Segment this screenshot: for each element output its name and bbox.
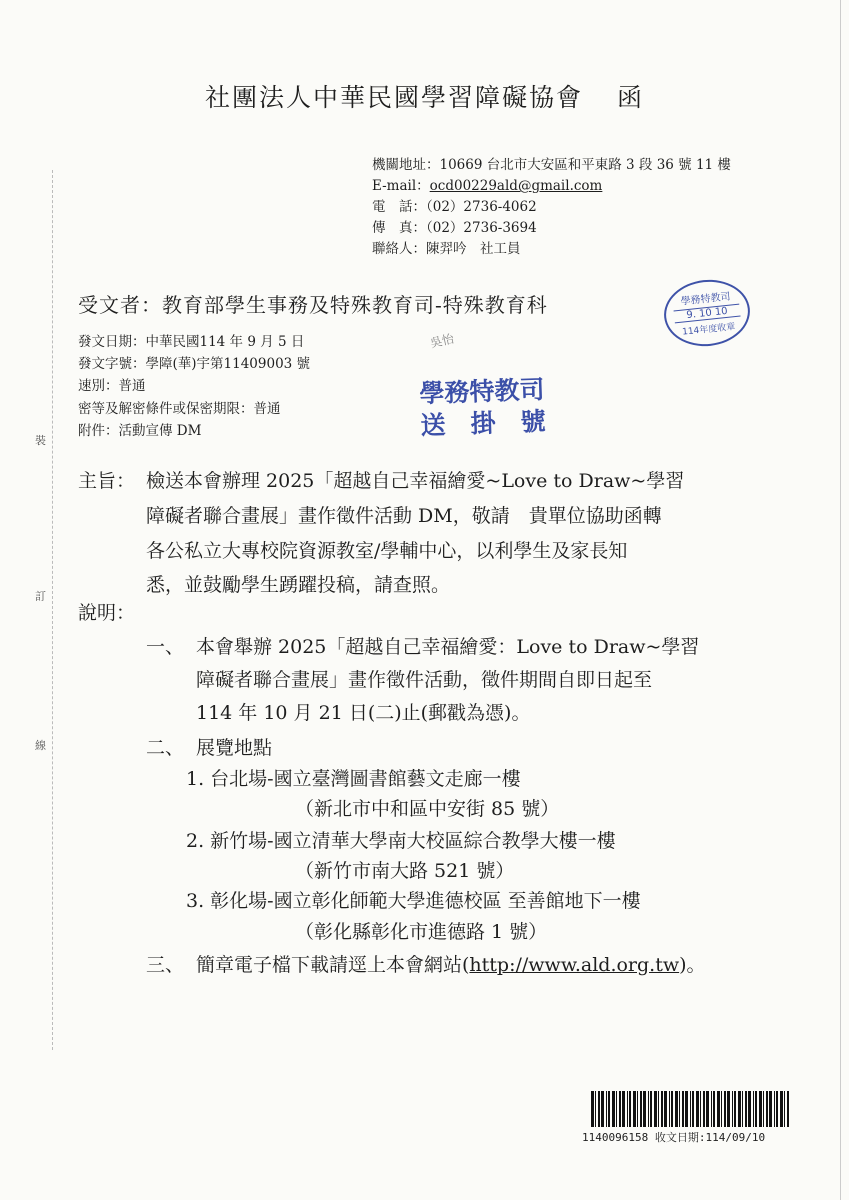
item-number: 一、	[146, 636, 185, 658]
barcode-bar	[622, 1091, 625, 1127]
received-stamp-note: 114年度收章	[681, 322, 736, 338]
handwritten-initials: 吳怡	[428, 331, 456, 351]
barcode-bar	[595, 1091, 596, 1127]
barcode-bar	[732, 1091, 733, 1127]
email-label: E-mail：	[372, 178, 430, 194]
email-link[interactable]: ocd00229ald@gmail.com	[429, 178, 603, 194]
subject-label: 主旨：	[78, 470, 136, 492]
barcode-bar	[748, 1091, 751, 1127]
barcode-bar	[738, 1091, 741, 1127]
item-number: 二、	[146, 737, 185, 759]
barcode-bar	[591, 1091, 594, 1127]
barcode-bar	[612, 1091, 615, 1127]
barcode-bar	[658, 1091, 659, 1127]
barcode-bar	[650, 1091, 652, 1127]
barcode-bar	[669, 1091, 670, 1127]
binding-line	[52, 170, 53, 1050]
barcode-bar	[724, 1091, 726, 1127]
barcode-bar	[601, 1091, 604, 1127]
barcode-bar	[706, 1091, 709, 1127]
item1-line: 114 年 10 月 21 日(二)止(郵戳為憑)。	[196, 702, 531, 724]
barcode-bar	[780, 1091, 783, 1127]
barcode-bar	[745, 1091, 747, 1127]
venue-name: 3. 彰化場-國立彰化師範大學進德校區 至善館地下一樓	[186, 890, 641, 912]
issue-date: 發文日期：中華民國114 年 9 月 5 日	[78, 334, 305, 350]
barcode-bar	[759, 1091, 762, 1127]
item3-text	[196, 950, 706, 977]
barcode-bar	[640, 1091, 642, 1127]
barcode-bar	[633, 1091, 636, 1127]
barcode-bar	[703, 1091, 705, 1127]
barcode-bar	[700, 1091, 701, 1127]
barcode-bar	[717, 1091, 720, 1127]
dispatch-stamp	[419, 374, 546, 442]
barcode-bar	[755, 1091, 757, 1127]
barcode-bar	[664, 1091, 667, 1127]
contact-phone: 電 話：（02）2736-4062	[372, 199, 537, 215]
barcode-bar	[727, 1091, 730, 1127]
barcode-bar	[637, 1091, 638, 1127]
recipient: 受文者：教育部學生事務及特殊教育司-特殊教育科	[78, 293, 548, 317]
barcode-bar	[784, 1091, 785, 1127]
barcode-bar	[643, 1091, 646, 1127]
subject-line: 障礙者聯合畫展」畫作徵件活動 DM，敬請 貴單位協助函轉	[146, 505, 662, 527]
issue-number: 發文字號：學障(華)宇第11409003 號	[78, 356, 311, 372]
secrecy-level: 密等及解密條件或保密期限：普通	[78, 401, 281, 417]
barcode-bar	[769, 1091, 772, 1127]
venue-name: 1. 台北場-國立臺灣圖書館藝文走廊一樓	[186, 768, 521, 790]
venue-address: （彰化縣彰化市進德路 1 號）	[295, 921, 548, 943]
binding-mark-zhuang: 裝	[35, 434, 46, 447]
barcode-bar	[742, 1091, 743, 1127]
barcode-bar	[763, 1091, 764, 1127]
barcode-bar	[608, 1091, 610, 1127]
barcode-bar	[734, 1091, 736, 1127]
barcode-bar	[606, 1091, 607, 1127]
received-stamp-date: 9. 10 10	[674, 304, 741, 324]
subject-line: 各公私立大專校院資源教室/學輔中心，以利學生及家長知	[146, 540, 628, 562]
contact-fax: 傳 真：（02）2736-3694	[372, 220, 537, 236]
barcode-bar	[713, 1091, 715, 1127]
barcode-bar	[685, 1091, 688, 1127]
item1-line: 本會舉辦 2025「超越自己幸福繪愛：Love to Draw~學習	[196, 636, 700, 658]
binding-mark-ding: 訂	[35, 590, 46, 603]
document-title	[0, 78, 849, 114]
speed-class: 速別：普通	[78, 378, 146, 394]
dispatch-stamp-line2: 送 掛 號	[420, 406, 547, 441]
barcode-bar	[692, 1091, 694, 1127]
barcode-bar	[619, 1091, 621, 1127]
barcode-bar	[629, 1091, 631, 1127]
scan-edge	[840, 0, 841, 1200]
barcode-bar	[654, 1091, 657, 1127]
doc-type: 函	[617, 83, 645, 112]
org-name: 社團法人中華民國學習障礙協會	[204, 83, 583, 112]
barcode-bar	[766, 1091, 768, 1127]
barcode-bar	[753, 1091, 754, 1127]
subject-line: 檢送本會辦理 2025「超越自己幸福繪愛~Love to Draw~學習	[146, 470, 685, 492]
barcode-bar	[696, 1091, 699, 1127]
item-number: 三、	[146, 954, 185, 976]
venue-name: 2. 新竹場-國立清華大學南大校區綜合教學大樓一樓	[186, 830, 616, 852]
barcode-bar	[661, 1091, 663, 1127]
barcode-bar	[648, 1091, 649, 1127]
explanation-label: 說明：	[78, 602, 136, 624]
item1-line: 障礙者聯合畫展」畫作徵件活動，徵件期間自即日起至	[196, 669, 653, 691]
barcode-bar	[711, 1091, 712, 1127]
received-stamp	[661, 276, 753, 351]
venue-address: （新竹市南大路 521 號）	[295, 860, 515, 882]
barcode-bar	[682, 1091, 684, 1127]
receipt-number: 1140096158 收文日期:114/09/10	[582, 1131, 766, 1144]
attachment: 附件：活動宣傳 DM	[78, 423, 202, 439]
dispatch-stamp-line1: 學務特教司	[418, 374, 545, 409]
barcode-bar	[671, 1091, 673, 1127]
barcode-bar	[616, 1091, 617, 1127]
barcode-bar	[774, 1091, 775, 1127]
barcode-bar	[675, 1091, 678, 1127]
received-stamp-title: 學務特教司	[680, 291, 732, 308]
contact-person: 聯絡人：陳羿吟 社工員	[372, 241, 521, 257]
website-link[interactable]: http://www.ald.org.tw	[469, 954, 680, 976]
contact-email-row	[372, 177, 602, 196]
barcode-bar	[690, 1091, 691, 1127]
barcode-bar	[721, 1091, 722, 1127]
subject-line: 悉，並鼓勵學生踴躍投稿，請查照。	[146, 574, 451, 596]
item3-prefix: 簡章電子檔下載請逕上本會網站(	[196, 954, 470, 976]
binding-mark-xian: 線	[35, 739, 46, 752]
barcode-bar	[787, 1091, 789, 1127]
item2-title: 展覽地點	[196, 737, 273, 759]
contact-address: 機關地址：10669 台北市大安區和平東路 3 段 36 號 11 樓	[372, 157, 731, 173]
venue-address: （新北市中和區中安街 85 號）	[295, 798, 560, 820]
barcode-bar	[679, 1091, 680, 1127]
item3-suffix: )。	[679, 954, 706, 976]
barcode-bar	[598, 1091, 600, 1127]
barcode	[589, 1091, 792, 1127]
barcode-bar	[776, 1091, 778, 1127]
barcode-bar	[627, 1091, 628, 1127]
